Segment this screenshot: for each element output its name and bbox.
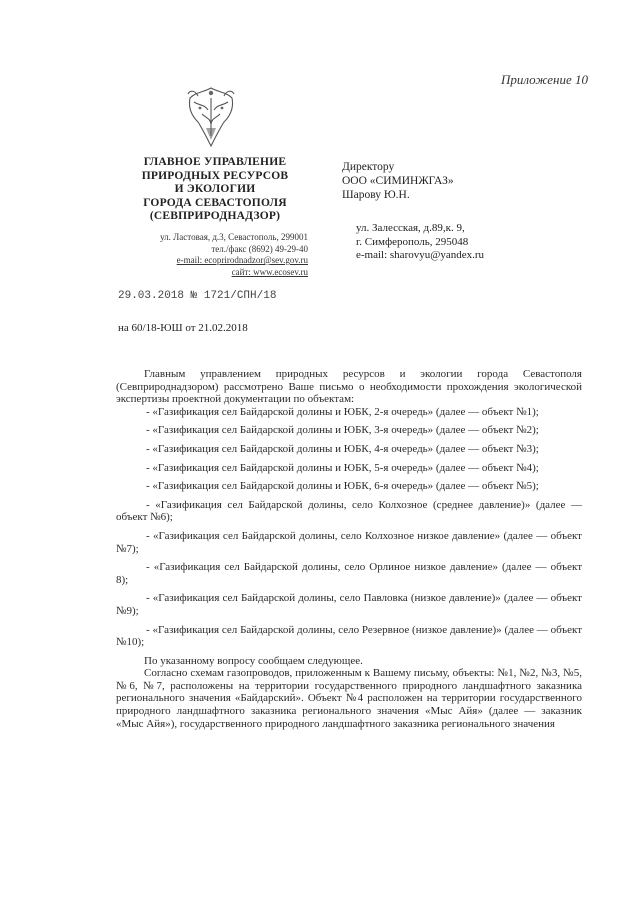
- org-phone: тел./факс (8692) 49-29-40: [211, 243, 308, 254]
- addressee-address-block: [356, 222, 586, 263]
- final-paragraph: Согласно схемам газопроводов, приложенным к Вашему письму, объекты: №1, №2, №3, №5, №6, №7, расположены на территории государственного природного ландшафтного заказника регионального значения «Байдарский». Объект №4 расположен на территории государственного природного ландшафтного заказника регионального значения «Мыс Айя» (далее — заказник «Мыс Айя»), государственного природного ландшафтного заказника регионального значения: [116, 667, 582, 730]
- org-address: ул. Ластовая, д.3, Севастополь, 299001: [160, 232, 308, 242]
- intro-paragraph: Главным управлением природных ресурсов и экологии города Севастополя (Севприроднадзором) рассмотрено Ваше письмо о необходимости прохождения экологической экспертизы проектной документации по объектам:: [116, 368, 582, 406]
- org-line: И ЭКОЛОГИИ: [174, 183, 256, 195]
- reference-line: на 60/18-ЮШ от 21.02.2018: [118, 322, 248, 334]
- list-item: - «Газификация сел Байдарской долины, село Колхозное низкое давление» (далее — объект №7);: [116, 529, 582, 555]
- list-item: - «Газификация сел Байдарской долины и ЮБК, 6-я очередь» (далее — объект №5);: [146, 480, 539, 493]
- list-item: - «Газификация сел Байдарской долины и ЮБК, 3-я очередь» (далее — объект №2);: [146, 424, 539, 437]
- list-item: - «Газификация сел Байдарской долины и ЮБК, 4-я очередь» (далее — объект №3);: [146, 442, 539, 455]
- coat-of-arms-emblem: [180, 84, 242, 150]
- list-item: - «Газификация сел Байдарской долины и ЮБК, 2-я очередь» (далее — объект №1);: [146, 405, 539, 418]
- org-line: ПРИРОДНЫХ РЕСУРСОВ: [141, 169, 289, 182]
- org-line: (СЕВПРИРОДНАДЗОР): [149, 210, 281, 222]
- closing-line: По указанному вопросу сообщаем следующее.: [144, 654, 363, 667]
- addressee-city: г. Симферополь, 295048: [356, 235, 469, 248]
- addressee-street: ул. Залесская, д.89,к. 9,: [356, 222, 465, 234]
- list-item: - «Газификация сел Байдарской долины, село Орлиное низкое давление» (далее — объект 8);: [116, 561, 582, 586]
- addressee-name: Шарову Ю.Н.: [342, 189, 410, 201]
- list-item: - «Газификация сел Байдарской долины и ЮБК, 5-я очередь» (далее — объект №4);: [146, 461, 539, 474]
- annex-label: Приложение 10: [500, 72, 588, 87]
- organization-contacts: [138, 232, 308, 278]
- list-item: - «Газификация сел Байдарской долины, село Колхозное (среднее давление)» (далее — объект №6);: [116, 498, 582, 524]
- addressee-block: [342, 160, 572, 202]
- org-line: ГОРОДА СЕВАСТОПОЛЯ: [143, 196, 287, 209]
- organization-name: [120, 156, 310, 224]
- list-item: - «Газификация сел Байдарской долины, село Павловка (низкое давление)» (далее — объект №9);: [116, 592, 582, 617]
- addressee-company: ООО «СИМИНЖГАЗ»: [342, 175, 454, 187]
- letter-body: [116, 368, 582, 736]
- addressee-position: Директору: [342, 161, 395, 173]
- org-email: e-mail: ecoprirodnadzor@sev.gov.ru: [176, 255, 308, 265]
- org-line: ГЛАВНОЕ УПРАВЛЕНИЕ: [143, 156, 287, 168]
- addressee-email: e-mail: sharovyu@yandex.ru: [356, 249, 485, 261]
- list-item: - «Газификация сел Байдарской долины, село Резервное (низкое давление)» (далее — объект №10);: [116, 623, 582, 649]
- org-site: сайт: www.ecosev.ru: [231, 266, 308, 277]
- registration-number: 29.03.2018 № 1721/СПН/18: [118, 290, 277, 302]
